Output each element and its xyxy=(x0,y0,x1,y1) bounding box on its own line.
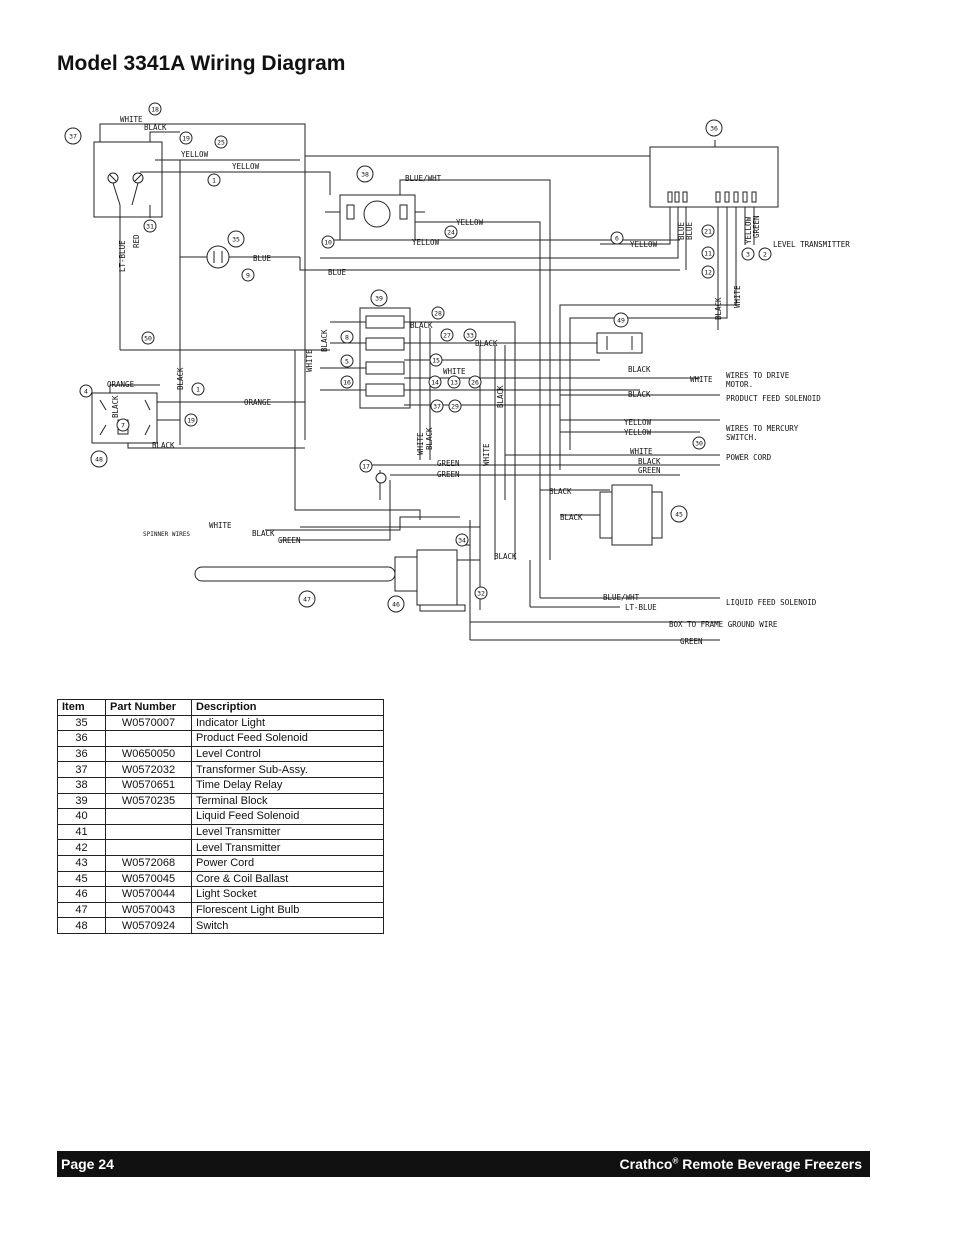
transformer-box xyxy=(94,142,162,217)
svg-text:11: 11 xyxy=(704,249,712,258)
svg-text:GREEN: GREEN xyxy=(680,637,703,646)
description-cell: Terminal Block xyxy=(192,793,384,809)
svg-text:35: 35 xyxy=(232,235,240,244)
svg-text:GREEN: GREEN xyxy=(752,215,761,238)
part-number-cell: W0570007 xyxy=(106,715,192,731)
svg-text:WHITE: WHITE xyxy=(120,115,143,124)
item-cell: 46 xyxy=(58,887,106,903)
table-row xyxy=(58,871,384,887)
svg-text:BLACK: BLACK xyxy=(560,513,583,522)
description-cell: Level Control xyxy=(192,746,384,762)
svg-text:BLACK: BLACK xyxy=(320,329,329,352)
svg-text:16: 16 xyxy=(343,378,351,387)
svg-text:31: 31 xyxy=(146,222,154,231)
table-row xyxy=(58,887,384,903)
brand-name xyxy=(620,1156,862,1172)
svg-text:26: 26 xyxy=(471,378,479,387)
svg-text:37: 37 xyxy=(69,132,77,141)
svg-text:POWER CORD: POWER CORD xyxy=(726,453,772,462)
table-row xyxy=(58,840,384,856)
svg-text:BLUE/WHT: BLUE/WHT xyxy=(603,593,640,602)
svg-text:MOTOR.: MOTOR. xyxy=(726,380,754,389)
part-number-cell: W0570045 xyxy=(106,871,192,887)
item-cell: 43 xyxy=(58,855,106,871)
part-number-cell xyxy=(106,840,192,856)
svg-text:BLUE: BLUE xyxy=(253,254,272,263)
svg-text:RED: RED xyxy=(132,234,141,248)
svg-text:19: 19 xyxy=(182,134,190,143)
description-cell: Liquid Feed Solenoid xyxy=(192,809,384,825)
table-row xyxy=(58,902,384,918)
table-row xyxy=(58,809,384,825)
component-49 xyxy=(597,333,642,353)
svg-text:ORANGE: ORANGE xyxy=(244,398,272,407)
description-cell: Light Socket xyxy=(192,887,384,903)
svg-text:SPINNER WIRES: SPINNER WIRES xyxy=(143,531,190,538)
svg-text:48: 48 xyxy=(95,455,103,464)
svg-text:BLACK: BLACK xyxy=(111,395,120,418)
svg-text:1: 1 xyxy=(212,176,216,185)
svg-text:45: 45 xyxy=(675,510,683,519)
light-socket xyxy=(395,557,417,591)
table-row xyxy=(58,918,384,934)
table-row xyxy=(58,715,384,731)
svg-text:YELLOW: YELLOW xyxy=(744,216,753,244)
svg-text:5: 5 xyxy=(345,357,349,366)
item-cell: 37 xyxy=(58,762,106,778)
svg-text:LT-BLUE: LT-BLUE xyxy=(118,240,127,272)
svg-text:WIRES TO MERCURY: WIRES TO MERCURY xyxy=(726,424,799,433)
table-row xyxy=(58,762,384,778)
part-number-cell: W0572068 xyxy=(106,855,192,871)
svg-text:29: 29 xyxy=(451,402,459,411)
svg-text:46: 46 xyxy=(392,600,400,609)
table-row xyxy=(58,746,384,762)
brand-suffix: Remote Beverage Freezers xyxy=(678,1156,862,1172)
svg-text:18: 18 xyxy=(151,105,159,114)
svg-text:10: 10 xyxy=(324,238,332,247)
part-number-cell: W0570044 xyxy=(106,887,192,903)
description-cell: Indicator Light xyxy=(192,715,384,731)
table-row xyxy=(58,731,384,747)
item-cell: 35 xyxy=(58,715,106,731)
svg-text:49: 49 xyxy=(617,316,625,325)
part-number-cell: W0572032 xyxy=(106,762,192,778)
part-number-cell xyxy=(106,824,192,840)
table-body xyxy=(58,715,384,933)
svg-text:BLACK: BLACK xyxy=(496,385,505,408)
parts-table xyxy=(57,699,384,934)
svg-text:BLACK: BLACK xyxy=(410,321,433,330)
svg-text:WHITE: WHITE xyxy=(443,367,466,376)
ballast xyxy=(612,485,652,545)
svg-text:BLUE: BLUE xyxy=(328,268,347,277)
svg-text:BLUE: BLUE xyxy=(677,221,686,240)
svg-text:GREEN: GREEN xyxy=(638,466,661,475)
part-number-cell xyxy=(106,809,192,825)
svg-text:PRODUCT FEED SOLENOID: PRODUCT FEED SOLENOID xyxy=(726,394,821,403)
svg-text:LIQUID FEED SOLENOID: LIQUID FEED SOLENOID xyxy=(726,598,817,607)
svg-text:9: 9 xyxy=(246,271,250,280)
item-cell: 41 xyxy=(58,824,106,840)
svg-text:GREEN: GREEN xyxy=(437,459,460,468)
svg-text:WIRES TO DRIVE: WIRES TO DRIVE xyxy=(726,371,790,380)
part-number-cell: W0570924 xyxy=(106,918,192,934)
svg-text:WHITE: WHITE xyxy=(482,443,491,466)
svg-text:7: 7 xyxy=(121,421,125,430)
svg-text:YELLOW: YELLOW xyxy=(412,238,440,247)
svg-text:BLACK: BLACK xyxy=(475,339,498,348)
svg-text:36: 36 xyxy=(710,124,718,133)
svg-text:LEVEL TRANSMITTER: LEVEL TRANSMITTER xyxy=(773,240,850,249)
svg-text:BLACK: BLACK xyxy=(628,390,651,399)
table-row xyxy=(58,793,384,809)
svg-text:WHITE: WHITE xyxy=(630,447,653,456)
svg-text:BLUE: BLUE xyxy=(685,221,694,240)
svg-text:BLACK: BLACK xyxy=(549,487,572,496)
brand-label: Crathco xyxy=(619,1156,673,1172)
svg-text:25: 25 xyxy=(217,138,225,147)
svg-text:WHITE: WHITE xyxy=(209,521,232,530)
svg-text:39: 39 xyxy=(375,294,383,303)
svg-text:47: 47 xyxy=(303,595,311,604)
item-cell: 47 xyxy=(58,902,106,918)
svg-text:34: 34 xyxy=(458,536,466,545)
svg-text:BOX TO FRAME GROUND WIRE: BOX TO FRAME GROUND WIRE xyxy=(669,620,778,629)
svg-text:BLACK: BLACK xyxy=(176,367,185,390)
registered-mark: ® xyxy=(672,1156,679,1166)
page-footer xyxy=(57,1151,870,1177)
ground-screw xyxy=(376,473,386,483)
svg-text:32: 32 xyxy=(477,589,485,598)
switch-48 xyxy=(92,393,157,443)
item-cell: 48 xyxy=(58,918,106,934)
svg-text:WHITE: WHITE xyxy=(416,432,425,455)
svg-text:30: 30 xyxy=(695,439,703,448)
svg-text:21: 21 xyxy=(704,227,712,236)
svg-text:LT-BLUE: LT-BLUE xyxy=(625,603,657,612)
column-header: Item xyxy=(58,700,106,716)
svg-text:38: 38 xyxy=(361,170,369,179)
svg-text:8: 8 xyxy=(345,333,349,342)
svg-text:ORANGE: ORANGE xyxy=(107,380,135,389)
svg-text:50: 50 xyxy=(144,334,152,343)
description-cell: Level Transmitter xyxy=(192,840,384,856)
indicator-light xyxy=(207,246,229,268)
description-cell: Product Feed Solenoid xyxy=(192,731,384,747)
svg-text:BLACK: BLACK xyxy=(714,297,723,320)
table-row xyxy=(58,777,384,793)
svg-text:13: 13 xyxy=(450,378,458,387)
table-header-row xyxy=(58,700,384,716)
svg-text:WHITE: WHITE xyxy=(305,349,314,372)
part-number-cell: W0650050 xyxy=(106,746,192,762)
svg-text:15: 15 xyxy=(432,356,440,365)
svg-text:WHITE: WHITE xyxy=(733,285,742,308)
description-cell: Power Cord xyxy=(192,855,384,871)
table-row xyxy=(58,855,384,871)
svg-text:WHITE: WHITE xyxy=(690,375,713,384)
svg-text:BLACK: BLACK xyxy=(152,441,175,450)
description-cell: Level Transmitter xyxy=(192,824,384,840)
part-number-cell xyxy=(106,731,192,747)
svg-text:YELLOW: YELLOW xyxy=(630,240,658,249)
svg-text:GREEN: GREEN xyxy=(278,536,301,545)
svg-text:6: 6 xyxy=(615,234,619,243)
item-cell: 42 xyxy=(58,840,106,856)
item-cell: 40 xyxy=(58,809,106,825)
page-title: Model 3341A Wiring Diagram xyxy=(57,52,346,75)
svg-text:BLACK: BLACK xyxy=(628,365,651,374)
svg-text:3: 3 xyxy=(746,250,750,259)
svg-text:YELLOW: YELLOW xyxy=(232,162,260,171)
column-header: Part Number xyxy=(106,700,192,716)
item-cell: 36 xyxy=(58,731,106,747)
svg-text:YELLOW: YELLOW xyxy=(624,418,652,427)
svg-text:4: 4 xyxy=(84,387,88,396)
item-cell: 36 xyxy=(58,746,106,762)
svg-text:37: 37 xyxy=(433,402,441,411)
svg-text:1: 1 xyxy=(196,385,200,394)
description-cell: Switch xyxy=(192,918,384,934)
description-cell: Core & Coil Ballast xyxy=(192,871,384,887)
svg-text:BLACK: BLACK xyxy=(494,552,517,561)
svg-text:28: 28 xyxy=(434,309,442,318)
column-header: Description xyxy=(192,700,384,716)
svg-text:BLUE/WHT: BLUE/WHT xyxy=(405,174,442,183)
florescent-bulb xyxy=(195,567,395,581)
item-cell: 38 xyxy=(58,777,106,793)
svg-text:BLACK: BLACK xyxy=(252,529,275,538)
table-row xyxy=(58,824,384,840)
svg-text:BLACK: BLACK xyxy=(144,123,167,132)
svg-text:12: 12 xyxy=(704,268,712,277)
svg-text:BLACK: BLACK xyxy=(425,427,434,450)
page-number: Page 24 xyxy=(61,1156,114,1172)
svg-text:YELLOW: YELLOW xyxy=(456,218,484,227)
description-cell: Transformer Sub-Assy. xyxy=(192,762,384,778)
svg-text:24: 24 xyxy=(447,228,455,237)
svg-text:19: 19 xyxy=(187,416,195,425)
svg-text:17: 17 xyxy=(362,462,370,471)
description-cell: Florescent Light Bulb xyxy=(192,902,384,918)
svg-text:33: 33 xyxy=(466,331,474,340)
svg-text:YELLOW: YELLOW xyxy=(181,150,209,159)
part-number-cell: W0570651 xyxy=(106,777,192,793)
item-cell: 39 xyxy=(58,793,106,809)
svg-text:27: 27 xyxy=(443,331,451,340)
svg-text:SWITCH.: SWITCH. xyxy=(726,433,758,442)
description-cell: Time Delay Relay xyxy=(192,777,384,793)
svg-text:2: 2 xyxy=(763,250,767,259)
part-number-cell: W0570235 xyxy=(106,793,192,809)
item-cell: 45 xyxy=(58,871,106,887)
part-number-cell: W0570043 xyxy=(106,902,192,918)
svg-text:14: 14 xyxy=(431,378,439,387)
svg-text:YELLOW: YELLOW xyxy=(624,428,652,437)
svg-text:GREEN: GREEN xyxy=(437,470,460,479)
svg-text:BLACK: BLACK xyxy=(638,457,661,466)
